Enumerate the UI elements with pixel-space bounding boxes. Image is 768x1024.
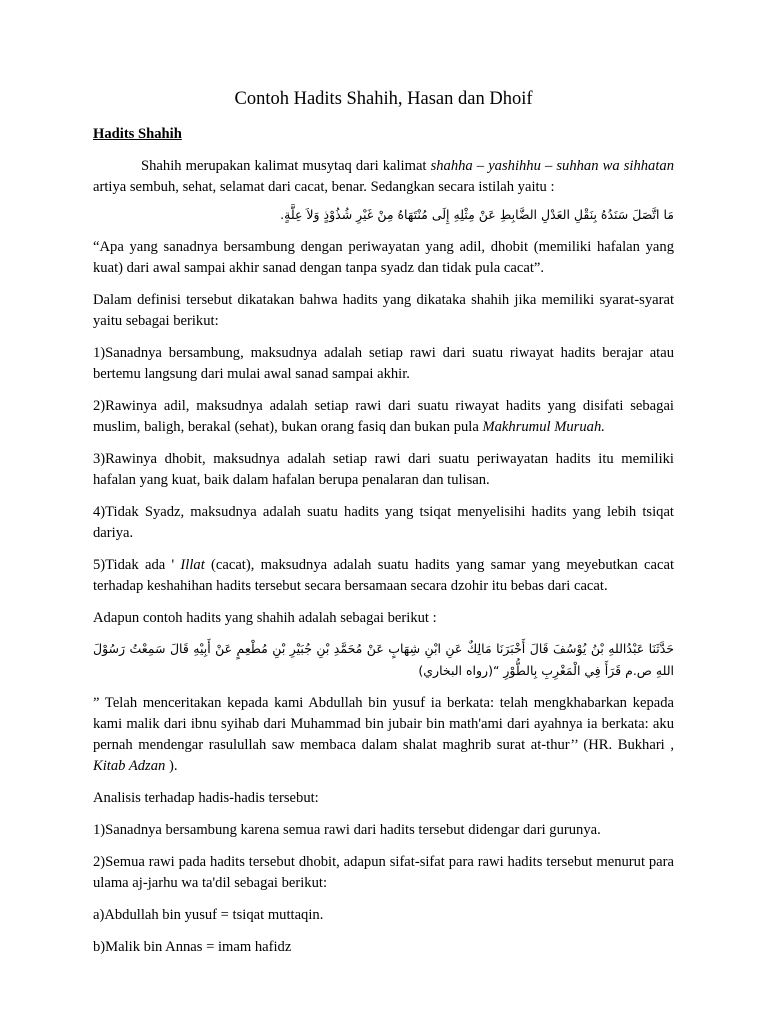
analysis-1: 1)Sanadnya bersambung karena semua rawi dari hadits tersebut didengar dari gurunya.: [93, 822, 601, 838]
arabic-definition: مَا اتَّصَلَ سَنَدُهُ بِنَقْلِ العَدْلِ الضَّابِطِ عَنْ مِثْلِهِ إِلَى مُنْتَهَاهُ مِنْ غَيْرِ شُذُوْذٍ وَلاَ عِلَّةٍ.: [280, 207, 674, 222]
hadith-translation-end: ).: [165, 758, 178, 774]
condition-5-italic: Illat: [180, 557, 205, 573]
intro-paragraph: [93, 156, 674, 198]
example-intro: Adapun contoh hadits yang shahih adalah sebagai berikut :: [93, 610, 437, 626]
definition-translation: “Apa yang sanadnya bersambung dengan periwayatan yang adil, dhobit (memiliki hafalan yang kuat) dari awal sampai akhir sanad dengan tanpa syadz dan tidak pula cacat”.: [93, 239, 674, 276]
condition-2-italic: Makhrumul Muruah.: [482, 419, 605, 435]
section-heading: Hadits Shahih: [93, 126, 182, 142]
condition-4: 4)Tidak Syadz, maksudnya adalah suatu hadits yang tsiqat menyelisihi hadits yang lebih tsiqat dariya.: [93, 504, 674, 541]
condition-5-text-a: 5)Tidak ada ': [93, 557, 181, 573]
condition-5: [93, 555, 674, 597]
analysis-2: 2)Semua rawi pada hadits tersebut dhobit, adapun sifat-sifat para rawi hadits tersebut menurut para ulama aj-jarhu wa ta'dil sebagai berikut:: [93, 854, 674, 891]
intro-italic: shahha – yashihhu – suhhan wa sihhatan: [430, 158, 674, 174]
document-title: Contoh Hadits Shahih, Hasan dan Dhoif: [234, 89, 533, 109]
condition-5-text-b: (cacat), maksudnya adalah suatu hadits yang samar yang meyebutkan cacat terhadap keshahihan hadits tersebut secara bersamaan secara dzohir itu bebas dari cacat.: [93, 557, 674, 594]
analysis-2b: b)Malik bin Annas = imam hafidz: [93, 939, 292, 955]
condition-2-text: 2)Rawinya adil, maksudnya adalah setiap rawi dari suatu riwayat hadits yang disifati sebagai muslim, baligh, berakal (sehat), bukan orang fasiq dan bukan pula: [93, 398, 674, 435]
analysis-intro: Analisis terhadap hadis-hadis tersebut:: [93, 790, 319, 806]
hadith-translation: [93, 693, 674, 777]
hadith-source-italic: Kitab Adzan: [93, 758, 166, 774]
condition-3: 3)Rawinya dhobit, maksudnya adalah setiap rawi dari suatu periwayatan hadits itu memiliki hafalan yang kuat, baik dalam hafalan berupa penalaran dan tulisan.: [93, 451, 674, 488]
document-page: [93, 0, 674, 958]
conditions-intro: Dalam definisi tersebut dikatakan bahwa hadits yang dikataka shahih jika memiliki syarat-syarat yaitu sebagai berikut:: [93, 292, 674, 329]
condition-1: 1)Sanadnya bersambung, maksudnya adalah setiap rawi dari suatu riwayat hadits berajar atau bertemu langsung dari mulai awal sanad sampai akhir.: [93, 345, 674, 382]
hadith-translation-text: ” Telah menceritakan kepada kami Abdullah bin yusuf ia berkata: telah mengkhabarkan kepada kami malik dari ibnu syihab dari Muhammad bin jubair bin math'ami dari ayahnya ia berkata: aku pernah mendengar rasulullah saw membaca dalam shalat maghrib surat at-thur’’ (HR. Bukhari ,: [93, 695, 674, 753]
arabic-hadith: حَدَّثَنَا عَبْدُاللهِ بْنُ يُوْسُفَ قَالَ أَخْبَرَنَا مَالِكٌ عَنِ ابْنِ شِهَابٍ عَنْ مُحَمَّدِ بْنِ جُبَيْرِ بْنِ مُطْعِمٍ عَنْ أَبِيْهِ قَالَ سَمِعْتُ رَسُوْلَ اللهِ ص.م قَرَأَ فِي الْمَغْرِبِ بِالطُّوْرِ “(رواه البخاري): [93, 641, 674, 678]
intro-text-1: Shahih merupakan kalimat musytaq dari kalimat: [141, 158, 431, 174]
intro-text-2: artiya sembuh, sehat, selamat dari cacat, benar. Sedangkan secara istilah yaitu :: [93, 179, 555, 195]
condition-2: [93, 396, 674, 438]
analysis-2a: a)Abdullah bin yusuf = tsiqat muttaqin.: [93, 907, 324, 923]
